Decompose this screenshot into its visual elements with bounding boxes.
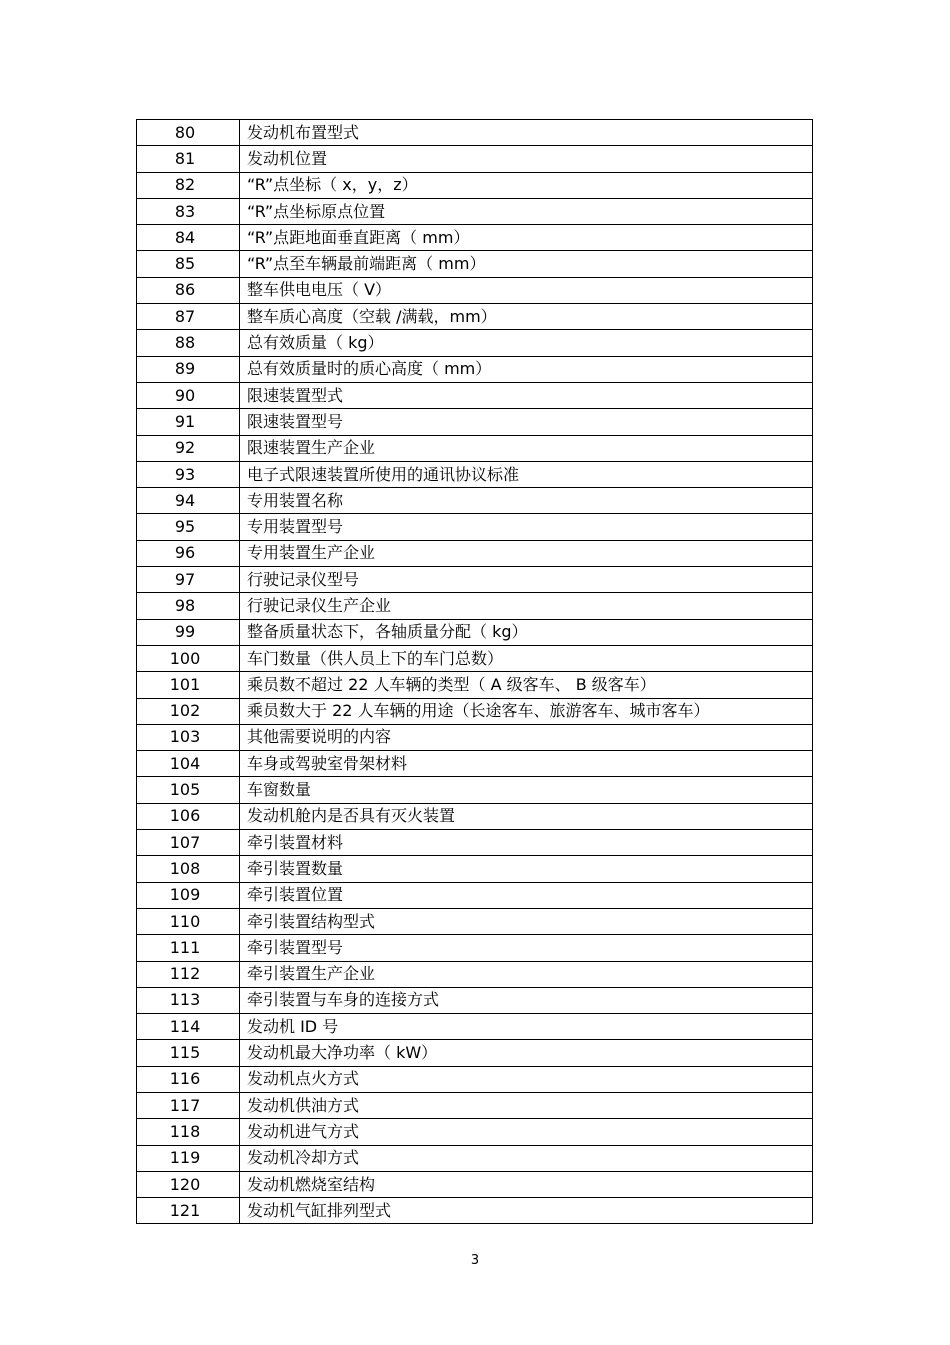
table-row [137, 567, 813, 593]
row-number-cell: 93 [137, 461, 240, 487]
table-row [137, 698, 813, 724]
row-number-cell: 111 [137, 935, 240, 961]
item-name-cell: 牵引装置数量 [240, 856, 813, 882]
item-name-cell: 发动机位置 [240, 146, 813, 172]
table-row [137, 777, 813, 803]
table-row [137, 225, 813, 251]
table-row [137, 935, 813, 961]
table-row [137, 830, 813, 856]
row-number-cell: 88 [137, 330, 240, 356]
table-row [137, 593, 813, 619]
table-row [137, 856, 813, 882]
row-number-cell: 80 [137, 120, 240, 146]
page-number: 3 [470, 1253, 480, 1268]
row-number-cell: 97 [137, 567, 240, 593]
row-number-cell: 110 [137, 908, 240, 934]
row-number-cell: 81 [137, 146, 240, 172]
row-number-cell: 102 [137, 698, 240, 724]
row-number-cell: 83 [137, 198, 240, 224]
table-row [137, 356, 813, 382]
row-number-cell: 106 [137, 803, 240, 829]
item-name-cell: 行驶记录仪生产企业 [240, 593, 813, 619]
table-row [137, 882, 813, 908]
row-number-cell: 109 [137, 882, 240, 908]
row-number-cell: 116 [137, 1066, 240, 1092]
table-row [137, 1145, 813, 1171]
item-name-cell: 发动机点火方式 [240, 1066, 813, 1092]
table-row [137, 987, 813, 1013]
row-number-cell: 85 [137, 251, 240, 277]
item-name-cell: 专用装置型号 [240, 514, 813, 540]
item-name-cell: 乘员数大于 22 人车辆的用途（长途客车、旅游客车、城市客车） [240, 698, 813, 724]
item-name-cell: 发动机进气方式 [240, 1119, 813, 1145]
item-name-cell: 牵引装置结构型式 [240, 908, 813, 934]
item-name-cell: 专用装置名称 [240, 488, 813, 514]
item-name-cell: 发动机供油方式 [240, 1092, 813, 1118]
item-name-cell: 发动机燃烧室结构 [240, 1171, 813, 1197]
row-number-cell: 100 [137, 645, 240, 671]
table-row [137, 330, 813, 356]
item-name-cell: 发动机最大净功率（ kW） [240, 1040, 813, 1066]
item-name-cell: “R”点坐标原点位置 [240, 198, 813, 224]
item-name-cell: 牵引装置生产企业 [240, 961, 813, 987]
table-row [137, 382, 813, 408]
table-row [137, 1092, 813, 1118]
row-number-cell: 121 [137, 1198, 240, 1224]
item-name-cell: “R”点至车辆最前端距离（ mm） [240, 251, 813, 277]
item-name-cell: 发动机 ID 号 [240, 1014, 813, 1040]
row-number-cell: 94 [137, 488, 240, 514]
table-row [137, 514, 813, 540]
row-number-cell: 84 [137, 225, 240, 251]
table-row [137, 961, 813, 987]
table-row [137, 724, 813, 750]
table-row [137, 1198, 813, 1224]
table-row [137, 619, 813, 645]
table-row [137, 645, 813, 671]
row-number-cell: 113 [137, 987, 240, 1013]
table-row [137, 1040, 813, 1066]
table-row [137, 146, 813, 172]
item-name-cell: 牵引装置型号 [240, 935, 813, 961]
item-name-cell: 整车质心高度（空载 /满载，mm） [240, 304, 813, 330]
row-number-cell: 107 [137, 830, 240, 856]
row-number-cell: 104 [137, 751, 240, 777]
row-number-cell: 89 [137, 356, 240, 382]
item-name-cell: 专用装置生产企业 [240, 540, 813, 566]
table-row [137, 803, 813, 829]
row-number-cell: 86 [137, 277, 240, 303]
table-row [137, 409, 813, 435]
item-name-cell: 限速装置生产企业 [240, 435, 813, 461]
table-row [137, 540, 813, 566]
item-name-cell: 牵引装置材料 [240, 830, 813, 856]
item-name-cell: 总有效质量（ kg） [240, 330, 813, 356]
item-name-cell: 发动机舱内是否具有灭火装置 [240, 803, 813, 829]
item-name-cell: 行驶记录仪型号 [240, 567, 813, 593]
item-name-cell: 电子式限速装置所使用的通讯协议标准 [240, 461, 813, 487]
row-number-cell: 101 [137, 672, 240, 698]
row-number-cell: 95 [137, 514, 240, 540]
row-number-cell: 117 [137, 1092, 240, 1118]
table-row [137, 751, 813, 777]
item-name-cell: 车窗数量 [240, 777, 813, 803]
item-name-cell: 乘员数不超过 22 人车辆的类型（ A 级客车、 B 级客车） [240, 672, 813, 698]
row-number-cell: 119 [137, 1145, 240, 1171]
item-name-cell: 总有效质量时的质心高度（ mm） [240, 356, 813, 382]
row-number-cell: 105 [137, 777, 240, 803]
row-number-cell: 99 [137, 619, 240, 645]
item-name-cell: 牵引装置与车身的连接方式 [240, 987, 813, 1013]
item-name-cell: “R”点距地面垂直距离（ mm） [240, 225, 813, 251]
row-number-cell: 103 [137, 724, 240, 750]
parameter-table-body [137, 120, 813, 1224]
row-number-cell: 120 [137, 1171, 240, 1197]
parameter-table-container [136, 119, 813, 1224]
row-number-cell: 112 [137, 961, 240, 987]
table-row [137, 120, 813, 146]
row-number-cell: 92 [137, 435, 240, 461]
parameter-table [136, 119, 813, 1224]
row-number-cell: 90 [137, 382, 240, 408]
item-name-cell: 限速装置型号 [240, 409, 813, 435]
row-number-cell: 115 [137, 1040, 240, 1066]
item-name-cell: 发动机气缸排列型式 [240, 1198, 813, 1224]
item-name-cell: 车门数量（供人员上下的车门总数） [240, 645, 813, 671]
row-number-cell: 87 [137, 304, 240, 330]
table-row [137, 488, 813, 514]
table-row [137, 672, 813, 698]
row-number-cell: 118 [137, 1119, 240, 1145]
table-row [137, 1119, 813, 1145]
item-name-cell: 牵引装置位置 [240, 882, 813, 908]
item-name-cell: 发动机冷却方式 [240, 1145, 813, 1171]
table-row [137, 198, 813, 224]
table-row [137, 435, 813, 461]
row-number-cell: 96 [137, 540, 240, 566]
item-name-cell: 整备质量状态下，各轴质量分配（ kg） [240, 619, 813, 645]
table-row [137, 908, 813, 934]
item-name-cell: 车身或驾驶室骨架材料 [240, 751, 813, 777]
item-name-cell: “R”点坐标（ x，y，z） [240, 172, 813, 198]
row-number-cell: 91 [137, 409, 240, 435]
table-row [137, 461, 813, 487]
table-row [137, 1171, 813, 1197]
table-row [137, 251, 813, 277]
item-name-cell: 整车供电电压（ V） [240, 277, 813, 303]
table-row [137, 277, 813, 303]
item-name-cell: 发动机布置型式 [240, 120, 813, 146]
row-number-cell: 114 [137, 1014, 240, 1040]
item-name-cell: 限速装置型式 [240, 382, 813, 408]
row-number-cell: 98 [137, 593, 240, 619]
table-row [137, 304, 813, 330]
row-number-cell: 108 [137, 856, 240, 882]
item-name-cell: 其他需要说明的内容 [240, 724, 813, 750]
table-row [137, 172, 813, 198]
row-number-cell: 82 [137, 172, 240, 198]
table-row [137, 1066, 813, 1092]
table-row [137, 1014, 813, 1040]
